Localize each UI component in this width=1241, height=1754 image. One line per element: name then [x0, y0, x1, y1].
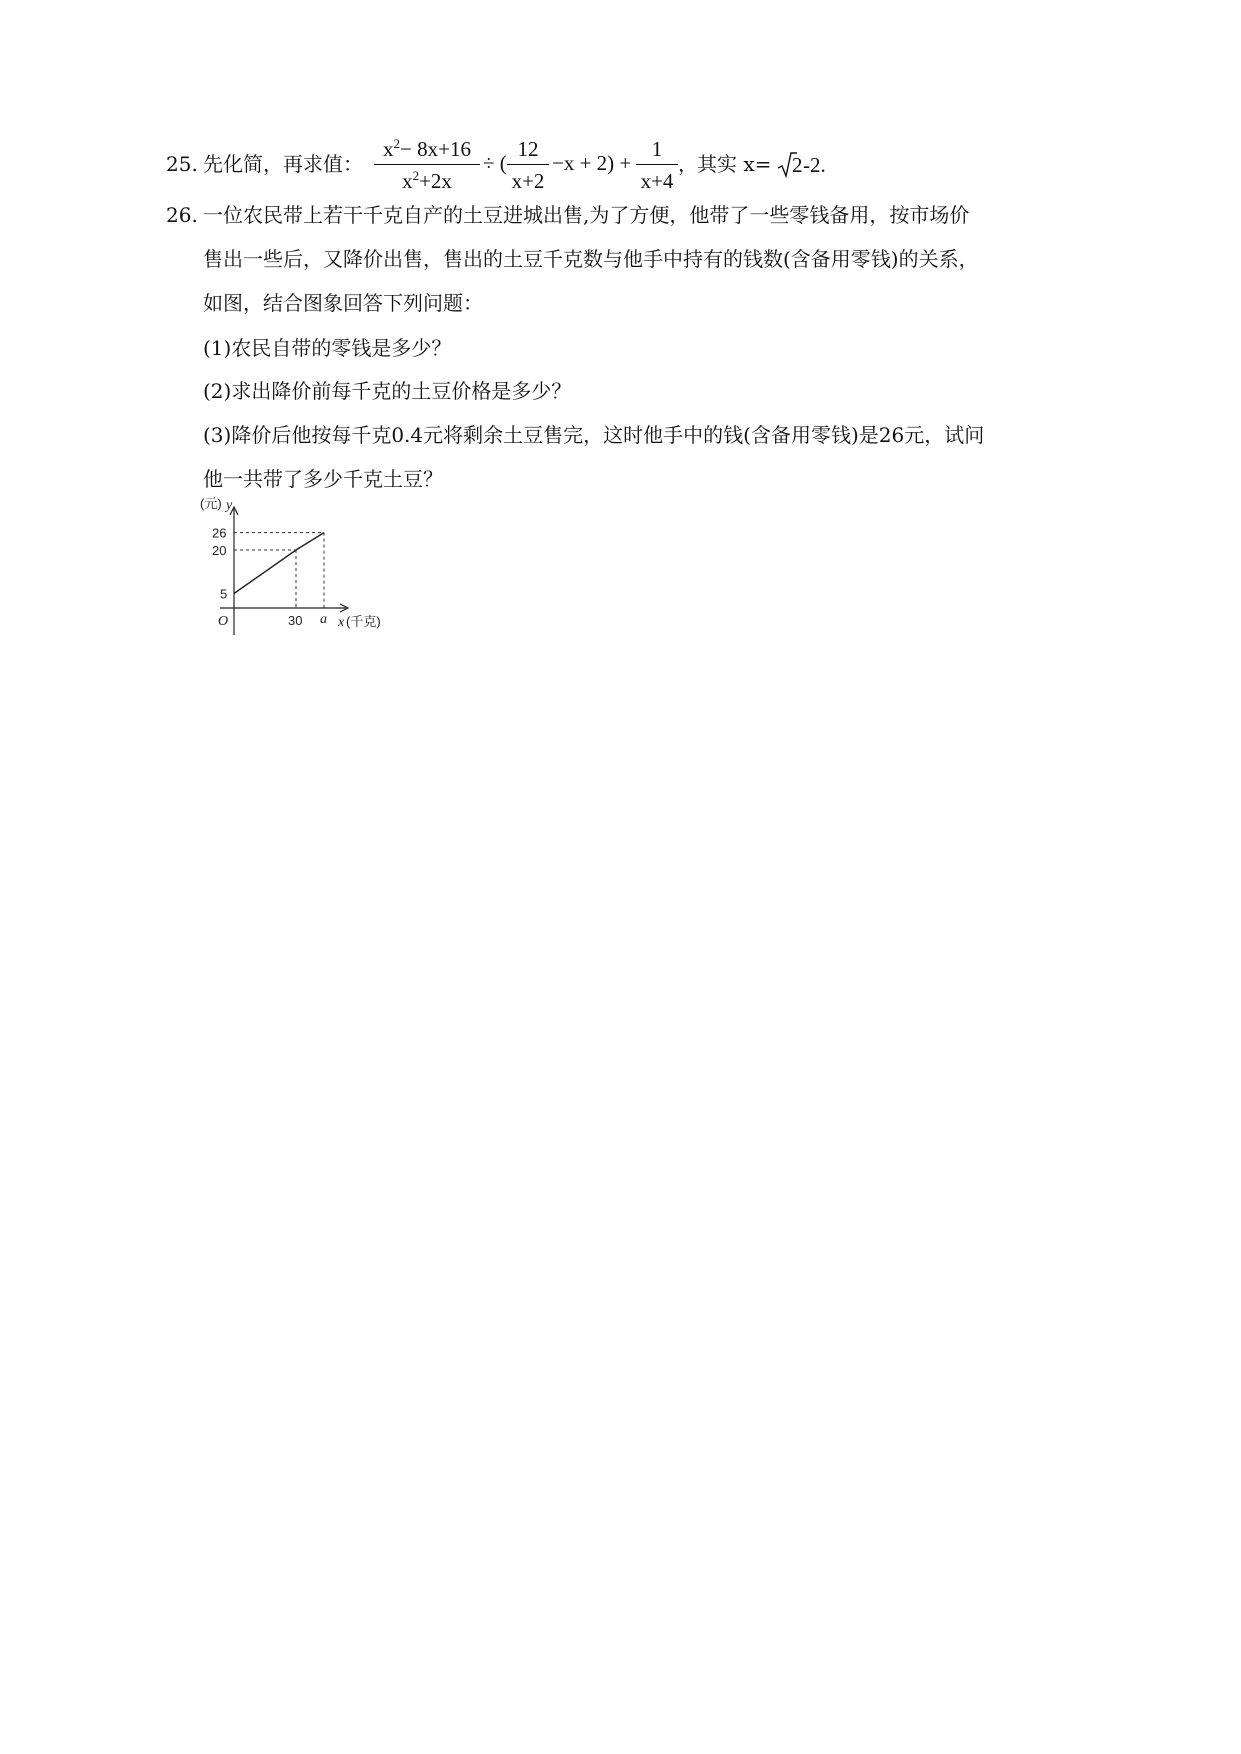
fraction-1-denominator: $x^2+2x$ — [402, 168, 452, 193]
question-26-line-3: 如图，结合图象回答下列问题： — [203, 291, 483, 315]
fraction-2 — [507, 137, 549, 193]
y-axis-unit: (元) — [200, 496, 222, 511]
sub-question-3: (3)降价后他按每千克0.4元将剩余土豆售完，这时他手中的钱(含备用零钱)是26元，试问 — [203, 423, 985, 447]
y-tick-26: 26 — [212, 525, 227, 541]
fraction-1-bar — [374, 164, 480, 165]
question-26-line-1: 一位农民带上若干千克自产的土豆进城出售,为了方便，他带了一些零钱备用，按市场价 — [203, 203, 970, 227]
x-tick-30: 30 — [288, 613, 303, 628]
fraction-3 — [636, 137, 678, 193]
question-26-line-2: 售出一些后，又降价出售，售出的土豆千克数与他手中持有的钱数(含备用零钱)的关系， — [203, 247, 979, 271]
series-line — [234, 533, 324, 594]
sqrt-radicand: 2 — [792, 153, 803, 177]
fraction-1 — [374, 137, 480, 193]
divide-open-paren: ÷ ( — [483, 151, 507, 175]
fraction-1-numerator: $x^2- 8x+16$ — [383, 136, 471, 161]
question-25-number: 25. — [166, 152, 198, 176]
comma: ， — [678, 152, 698, 176]
fraction-2-bar — [507, 164, 549, 165]
y-axis-variable: y — [226, 498, 233, 513]
middle-expression: −x + 2) + — [552, 151, 632, 175]
sub-question-3-continued: 他一共带了多少千克土豆？ — [203, 467, 443, 491]
question-25-lead: 先化简，再求值： — [203, 152, 363, 176]
sub-question-2: (2)求出降价前每千克的土豆价格是多少？ — [203, 379, 572, 403]
question-26-number: 26. — [166, 203, 198, 227]
where-clause: 其实 x= — [697, 152, 772, 176]
money-vs-weight-graph — [190, 495, 400, 645]
fraction-3-numerator: 1 — [651, 137, 663, 161]
sub-question-1: (1)农民自带的零钱是多少？ — [203, 336, 452, 360]
x-tick-a: a — [320, 612, 327, 627]
x-axis-variable: x — [338, 615, 345, 630]
x-axis-unit: (千克) — [346, 614, 381, 629]
y-tick-5: 5 — [220, 586, 228, 602]
y-tick-20: 20 — [212, 543, 227, 558]
fraction-3-denominator: x+4 — [640, 169, 674, 193]
fraction-3-bar — [636, 164, 678, 165]
fraction-2-denominator: x+2 — [511, 169, 545, 193]
origin-label: O — [218, 614, 229, 629]
fraction-2-numerator: 12 — [517, 137, 539, 161]
answer-tail: -2. — [803, 153, 826, 177]
